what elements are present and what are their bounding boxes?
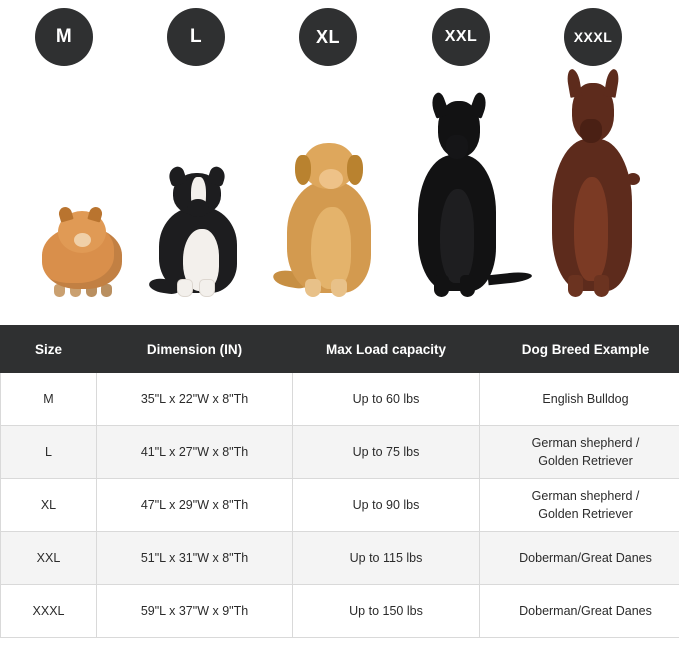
border-collie-silhouette bbox=[143, 162, 253, 297]
golden-retriever-silhouette bbox=[271, 122, 387, 297]
cell-breed-line1: German shepherd / bbox=[531, 488, 640, 503]
cell-breed-line1: English Bulldog bbox=[542, 391, 629, 406]
cell-load: Up to 150 lbs bbox=[293, 585, 480, 638]
cell-size: XXL bbox=[1, 532, 97, 585]
cell-dimension: 47"L x 29"W x 8"Th bbox=[97, 479, 293, 532]
cell-dimension: 59"L x 37"W x 9"Th bbox=[97, 585, 293, 638]
cell-size: L bbox=[1, 426, 97, 479]
cell-breed bbox=[480, 479, 679, 532]
cell-breed bbox=[480, 532, 679, 585]
size-chart-table bbox=[0, 325, 679, 638]
table-row bbox=[1, 585, 679, 638]
cell-size: XXXL bbox=[1, 585, 97, 638]
cell-breed-line2: Golden Retriever bbox=[538, 507, 633, 521]
cell-dimension: 51"L x 31"W x 8"Th bbox=[97, 532, 293, 585]
table-row bbox=[1, 532, 679, 585]
column-header-load: Max Load capacity bbox=[293, 326, 480, 373]
table-head bbox=[1, 326, 679, 373]
cell-breed bbox=[480, 585, 679, 638]
cell-load: Up to 90 lbs bbox=[293, 479, 480, 532]
size-badge-xl-label: XL bbox=[315, 26, 340, 47]
cell-size: XL bbox=[1, 479, 97, 532]
cell-breed-line2: Golden Retriever bbox=[538, 454, 633, 468]
table-row bbox=[1, 426, 679, 479]
column-header-dimension: Dimension (IN) bbox=[97, 326, 293, 373]
cell-breed-line1: German shepherd / bbox=[531, 435, 640, 450]
column-header-breed: Dog Breed Example bbox=[480, 326, 679, 373]
cell-dimension: 35"L x 22"W x 8"Th bbox=[97, 373, 293, 426]
table-row bbox=[1, 373, 679, 426]
cell-size: M bbox=[1, 373, 97, 426]
doberman-silhouette bbox=[528, 55, 660, 297]
dog-photo-row bbox=[0, 52, 679, 297]
size-badge-xxxl-label: XXXL bbox=[573, 29, 613, 45]
table-header-row bbox=[1, 326, 679, 373]
cell-breed-line1: Doberman/Great Danes bbox=[519, 603, 652, 618]
cell-breed-line1: Doberman/Great Danes bbox=[519, 550, 652, 565]
cell-load: Up to 115 lbs bbox=[293, 532, 480, 585]
cell-load: Up to 75 lbs bbox=[293, 426, 480, 479]
table-row bbox=[1, 479, 679, 532]
size-badge-l-label: L bbox=[189, 26, 203, 47]
column-header-size: Size bbox=[1, 326, 97, 373]
great-dane-silhouette bbox=[396, 85, 526, 297]
size-badge-m-label: M bbox=[55, 26, 73, 47]
size-badge-xxl-label: XXL bbox=[444, 28, 478, 45]
cell-breed bbox=[480, 426, 679, 479]
pomeranian-silhouette bbox=[36, 205, 128, 297]
cell-load: Up to 60 lbs bbox=[293, 373, 480, 426]
cell-breed bbox=[480, 373, 679, 426]
cell-dimension: 41"L x 27"W x 8"Th bbox=[97, 426, 293, 479]
table-body bbox=[1, 373, 679, 638]
